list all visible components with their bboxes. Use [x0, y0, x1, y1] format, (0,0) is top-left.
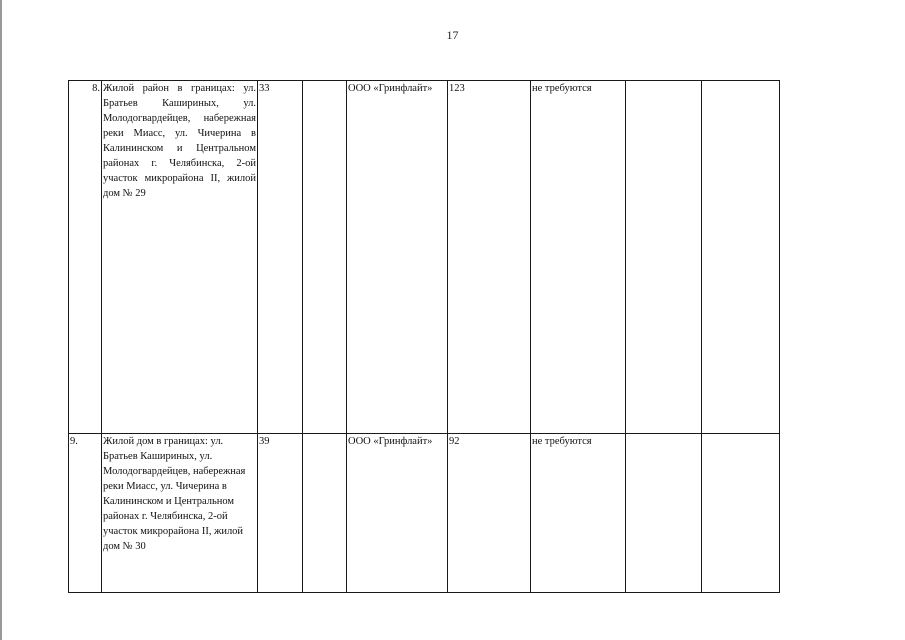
- row-status: не требуются: [531, 81, 626, 434]
- row-empty-cell: [702, 81, 780, 434]
- row-organization: ООО «Гринфлайт»: [347, 81, 448, 434]
- row-description: Жилой дом в границах: ул. Братьев Кашириных, ул. Молодогвардейцев, набережная реки Миасс, ул. Чичерина в Калининском и Центральном районах г. Челябинска, 2-ой участок микрорайона II, жилой дом № 30: [102, 434, 258, 593]
- row-number: 8.: [69, 81, 102, 434]
- row-empty-cell: [702, 434, 780, 593]
- row-status: не требуются: [531, 434, 626, 593]
- row-empty-cell: [626, 81, 702, 434]
- row-value-2: 123: [448, 81, 531, 434]
- row-description: Жилой район в границах: ул. Братьев Кашириных, ул. Молодогвардейцев, набережная реки Миасс, ул. Чичерина в Калининском и Центральном районах г. Челябинска, 2-ой участок микрорайона II, жилой дом № 29: [102, 81, 258, 434]
- row-empty-cell: [303, 81, 347, 434]
- page-edge: [0, 0, 2, 640]
- page-number: 17: [446, 28, 459, 42]
- row-empty-cell: [303, 434, 347, 593]
- table-row: [69, 434, 780, 593]
- table-row: [69, 81, 780, 434]
- row-empty-cell: [626, 434, 702, 593]
- row-value-1: 33: [258, 81, 303, 434]
- data-table: [68, 80, 780, 593]
- row-number: 9.: [69, 434, 102, 593]
- row-value-1: 39: [258, 434, 303, 593]
- row-value-2: 92: [448, 434, 531, 593]
- row-organization: ООО «Гринфлайт»: [347, 434, 448, 593]
